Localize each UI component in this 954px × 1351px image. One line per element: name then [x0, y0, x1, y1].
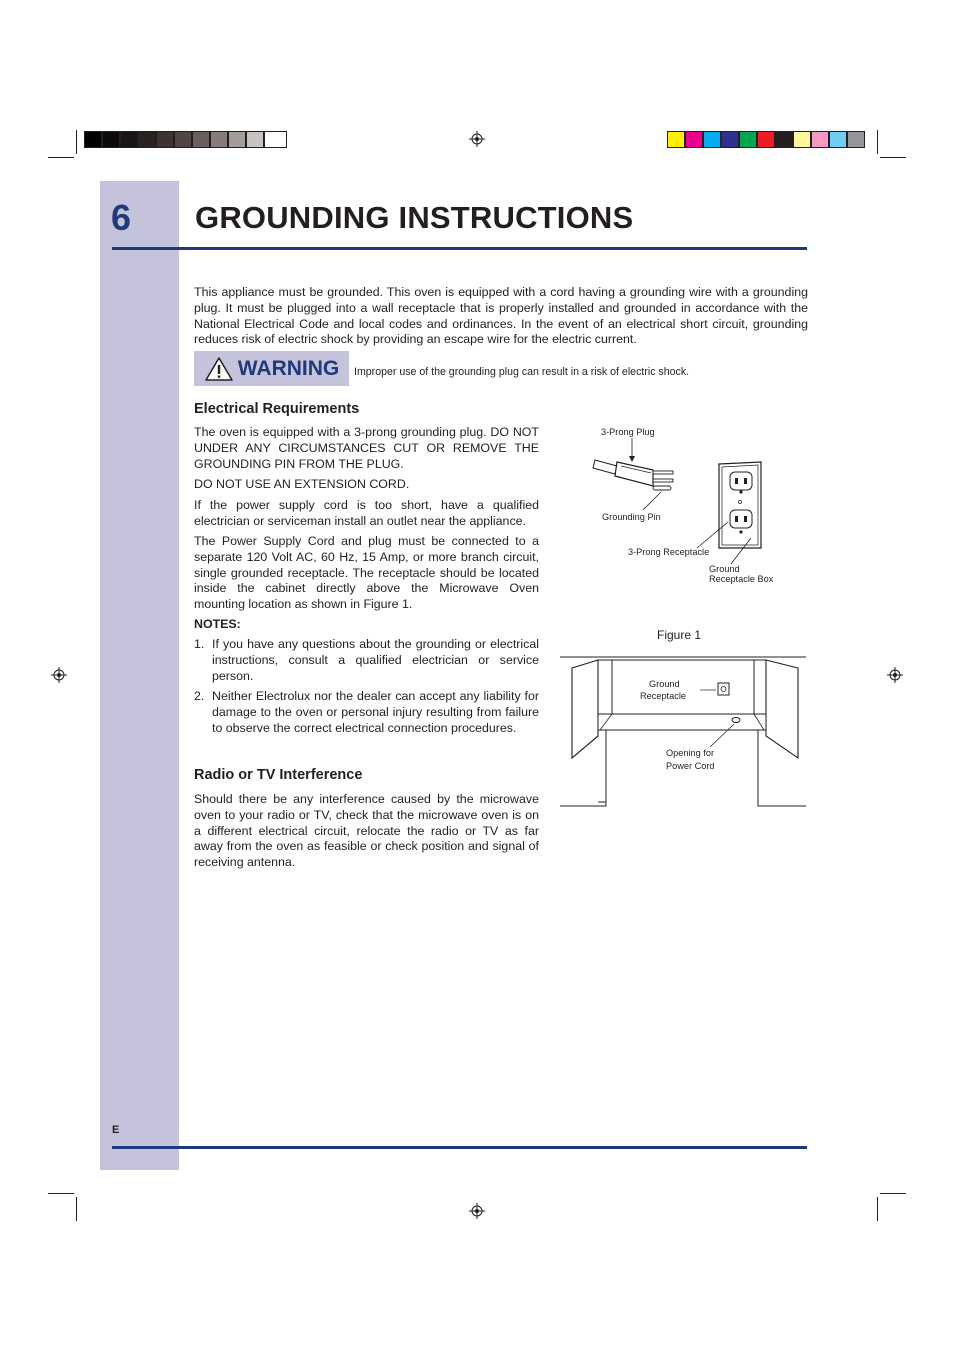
- side-panel: [100, 181, 179, 1170]
- cord-opening-icon: [732, 718, 740, 723]
- registration-mark-icon: [469, 1203, 485, 1219]
- cabinet-illustration: [560, 652, 810, 812]
- figure-caption: Figure 1: [657, 628, 702, 642]
- cabinet-receptacle-label-2: Receptacle: [640, 691, 686, 701]
- plug-label: 3-Prong Plug: [601, 427, 655, 437]
- registration-mark-icon: [469, 131, 485, 147]
- warning-badge: [194, 351, 349, 386]
- title-rule: [112, 247, 807, 250]
- note-number: 2.: [194, 689, 205, 704]
- electrical-heading: Electrical Requirements: [194, 401, 360, 417]
- page-title: GROUNDING INSTRUCTIONS: [195, 200, 634, 235]
- ground-receptacle-icon: [718, 683, 729, 695]
- notes-list: [194, 637, 539, 742]
- chapter-number: 6: [111, 197, 132, 238]
- note-text: If you have any questions about the grounding or electrical instructions, consult a qualified electrician or service person.: [212, 637, 539, 683]
- note-number: 1.: [194, 637, 205, 651]
- registration-mark-icon: [51, 667, 67, 683]
- pin-label: Grounding Pin: [602, 512, 661, 522]
- cabinet-receptacle-label-1: Ground: [649, 679, 680, 689]
- electrical-paragraph-1: The oven is equipped with a 3-prong grounding plug. DO NOT UNDER ANY CIRCUMSTANCES CUT OR REMOVE THE GROUNDING PIN FROM THE PLUG.: [194, 425, 539, 471]
- box-label-line-2: Receptacle Box: [709, 574, 774, 584]
- intro-paragraph: This appliance must be grounded. This oven is equipped with a cord having a grounding wire with a grounding plug. It must be plugged into a wall receptacle that is properly installed and grounded in accordance with the National Electrical Code and local codes and ordinances. In the event of an electrical short circuit, grounding reduces risk of electric shock by providing an escape wire for the electric current.: [194, 285, 808, 347]
- cabinet-opening-label-2: Power Cord: [666, 761, 715, 771]
- radio-paragraph: Should there be any interference caused by the microwave oven to your radio or TV, check that the microwave oven is on a different electrical circuit, relocate the radio or TV as far away from the oven as feasible or check position and signal of receiving antenna.: [194, 792, 539, 870]
- footer-rule: [112, 1146, 807, 1149]
- registration-mark-icon: [887, 667, 903, 683]
- warning-triangle-icon: [204, 356, 234, 382]
- plug-receptacle-illustration: [585, 420, 795, 590]
- notes-heading: NOTES:: [194, 617, 241, 631]
- electrical-paragraph-4: The Power Supply Cord and plug must be connected to a separate 120 Volt AC, 60 Hz, 15 Amp, or more branch circuit, single grounded receptacle. The receptacle should be located inside the cabinet directly above the Microwave Oven mounting location as shown in Figure 1.: [194, 534, 539, 612]
- note-text: Neither Electrolux nor the dealer can accept any liability for damage to the oven or personal injury resulting from failure to observe the correct electrical connection procedures.: [212, 689, 539, 735]
- electrical-paragraph-3: If the power supply cord is too short, have a qualified electrician or serviceman install an outlet near the appliance.: [194, 498, 539, 528]
- box-label-line-1: Ground: [709, 564, 740, 574]
- warning-text: Improper use of the grounding plug can result in a risk of electric shock.: [354, 366, 690, 378]
- warning-label: WARNING: [237, 356, 340, 380]
- cabinet-opening-label-1: Opening for: [666, 748, 715, 758]
- list-item: [194, 637, 539, 684]
- list-item: [194, 689, 539, 736]
- electrical-paragraph-2: DO NOT USE AN EXTENSION CORD.: [194, 477, 410, 491]
- page-letter: E: [112, 1124, 120, 1136]
- receptacle-label: 3-Prong Receptacle: [628, 547, 710, 557]
- radio-heading: Radio or TV Interference: [194, 767, 363, 783]
